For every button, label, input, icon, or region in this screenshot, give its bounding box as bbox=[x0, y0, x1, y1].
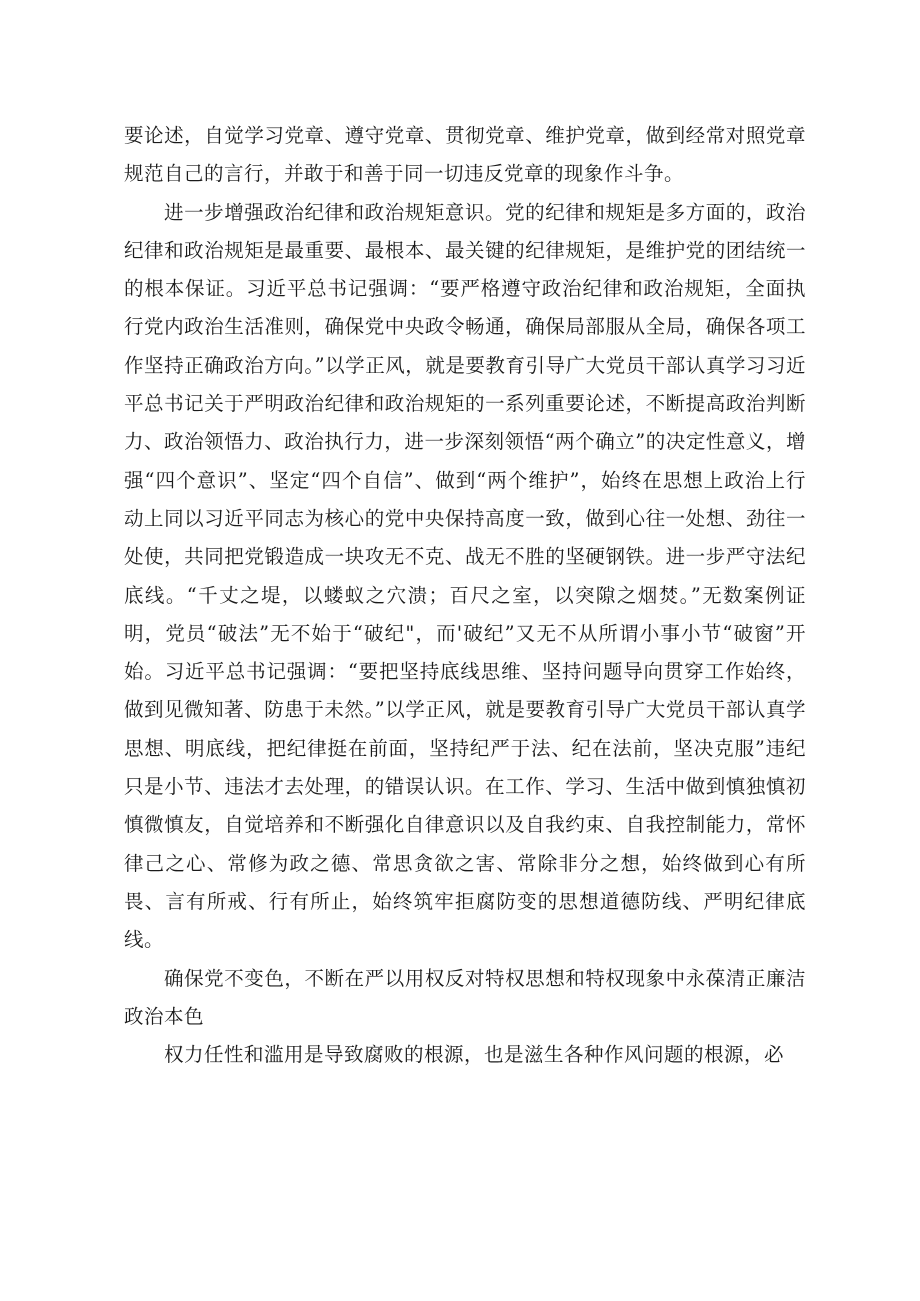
paragraph-power-abuse: 权力任性和滥用是导致腐败的根源，也是滋生各种作风问题的根源，必 bbox=[164, 1043, 785, 1067]
paragraph-political-discipline: 进一步增强政治纪律和政治规矩意识。党的纪律和规矩是多方面的，政治纪律和政治规矩是最重要、最根本、最关键的纪律规矩，是维护党的团结统一的根本保证。习近平总书记强调：“要严格遵守政治纪律和政治规矩，全面执行党内政治生活准则，确保党中央政令畅通，确保局部服从全局，确保各项工作坚持正确政治方向。”以学正风，就是要教育引导广大党员干部认真学习习近平总书记关于严明政治纪律和政治规矩的一系列重要论述，不断提高政治判断力、政治领悟力、政治执行力，进一步深刻领悟“两个确立”的决定性意义，增强“四个意识”、坚定“四个自信”、做到“两个维护”，始终在思想上政治上行动上同以习近平同志为核心的党中央保持高度一致，做到心往一处想、劲往一处使，共同把党锻造成一块攻无不克、战无不胜的坚硬钢铁。进一步严守法纪底线。“千丈之堤，以蝼蚁之穴溃；百尺之室，以突隙之烟焚。”无数案例证明，党员“破法”无不始于“破纪"，而'破纪”又无不从所谓小事小节“破窗”开始。习近平总书记强调：“要把坚持底线思维、坚持问题导向贯穿工作始终，做到见微知著、防患于未然。”以学正风，就是要教育引导广大党员干部认真学思想、明底线，把纪律挺在前面，坚持纪严于法、纪在法前，坚决克服”违纪只是小节、违法才去处理，的错误认识。在工作、学习、生活中做到慎独慎初慎微慎友，自觉培养和不断强化自律意识以及自我约束、自我控制能力，常怀律己之心、常修为政之德、常思贪欲之害、常除非分之想，始终做到心有所畏、言有所戒、行有所止，始终筑牢拒腐防变的思想道德防线、严明纪律底线。 bbox=[124, 200, 806, 952]
paragraph-continuation: 要论述，自觉学习党章、遵守党章、贯彻党章、维护党章，做到经常对照党章规范自己的言行，并敢于和善于同一切违反党章的现象作斗争。 bbox=[124, 124, 806, 186]
document-body bbox=[124, 117, 806, 1074]
section-heading: 确保党不变色，不断在严以用权反对特权思想和特权现象中永葆清正廉洁政治本色 bbox=[124, 966, 806, 1028]
